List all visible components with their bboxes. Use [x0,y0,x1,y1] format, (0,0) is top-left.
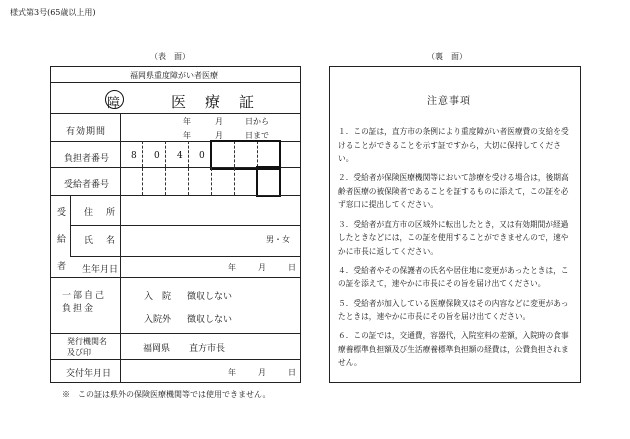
birth-month: 月 [258,263,266,272]
copay-outpatient-label: 入院外 [144,315,172,325]
payer-digit: 0 [154,151,160,161]
issue-day: 日 [288,368,296,377]
birth-date-label: 生年月日 [82,265,119,275]
digit-separator [165,141,166,167]
digit-separator [234,168,235,195]
payer-digit: 4 [177,151,183,161]
issue-year: 年 [228,368,236,377]
divider [50,333,301,334]
recipient-group-label: 受給者 [55,207,65,288]
notes-list [338,125,569,376]
copay-label: 一部自己負担金 [62,291,107,314]
issuer-mayor: 直方市長 [189,344,226,354]
birth-day: 日 [288,263,296,272]
digit-separator [188,141,189,167]
card-title: 医 療 証 [171,93,257,111]
divider [50,277,301,278]
validity-from-month: 月 [215,117,223,126]
sex-option: 男・女 [266,235,290,244]
label-column-divider [120,256,121,383]
issue-date-label: 交付年月日 [66,369,112,379]
footnote: ※ この証は県外の保険医療機関等では使用できません。 [62,390,271,399]
note-item: ３．受給者が直方市の区域外に転出したとき，又は有効期間が経過したときなどには，この証を使用することができませんので，速やかに市長に返してください。 [338,219,569,256]
name-label: 氏 名 [84,236,118,246]
divider [50,82,301,83]
form-number-label: 様式第3号(65歳以上用) [10,8,96,17]
digit-separator [211,168,212,195]
note-item: ５．受給者が加入している医療保険又はその内容などに変更があったときは，速やかに市長にその旨を届け出てください。 [338,298,569,322]
digit-separator [142,141,143,167]
note-item: ６．この証では，交通費，容器代，入院室料の差額，入院時の食事療養標準負担額及び生活療養標準負担額の経費は，公費負担されません。 [338,331,569,368]
digit-separator [142,168,143,195]
notes-title: 注意事項 [427,96,471,107]
back-side-label: （裏 面） [427,52,467,61]
payer-digit: 0 [199,151,205,161]
address-label: 住 所 [84,208,118,218]
front-side-label: （表 面） [150,52,190,61]
digit-separator [165,168,166,195]
copay-outpatient-value: 徴収しない [187,315,233,325]
seal-char: 障 [107,96,121,111]
divider [50,195,301,196]
validity-until-month: 月 [215,131,223,140]
validity-from-year: 年 [183,117,191,126]
birth-year: 年 [228,263,236,272]
validity-from-day: 日から [245,117,269,126]
validity-label: 有効期間 [66,127,107,137]
issuer-label: 発行機関名及び印 [67,337,107,357]
payer-number-label: 負担者番号 [64,154,110,164]
issue-month: 月 [258,368,266,377]
payer-digit: 8 [131,151,137,161]
note-item: １．この証は，直方市の条例により重度障がい者医療費の支給を受けることができることを示す証ですから，大切に保持してください。 [338,127,569,164]
divider [70,256,301,257]
validity-until-year: 年 [183,131,191,140]
divider [50,359,301,360]
recipient-check-box [256,166,281,197]
back-card [329,66,581,383]
note-item: ４．受給者やその保護者の氏名や居住地に変更があったときは，この証を添えて，速やかに市長にその旨を届け出てください。 [338,265,569,289]
issuer-header: 福岡県重度障がい者医療 [130,71,218,80]
digit-separator [188,168,189,195]
divider [70,225,301,226]
validity-until-day: 日まで [245,131,269,140]
copay-inpatient-value: 徴収しない [187,292,233,302]
note-item: ２．受給者が保険医療機関等において診療を受ける場合は，後期高齢者医療の被保険者であることを証するものに添えて，この証を必ず窓口に提出してください。 [338,173,569,210]
recipient-number-label: 受給者番号 [64,180,110,190]
issuer-prefecture: 福岡県 [143,344,171,354]
divider [50,113,301,114]
copay-inpatient-label: 入 院 [144,292,172,302]
label-column-divider [120,113,121,256]
